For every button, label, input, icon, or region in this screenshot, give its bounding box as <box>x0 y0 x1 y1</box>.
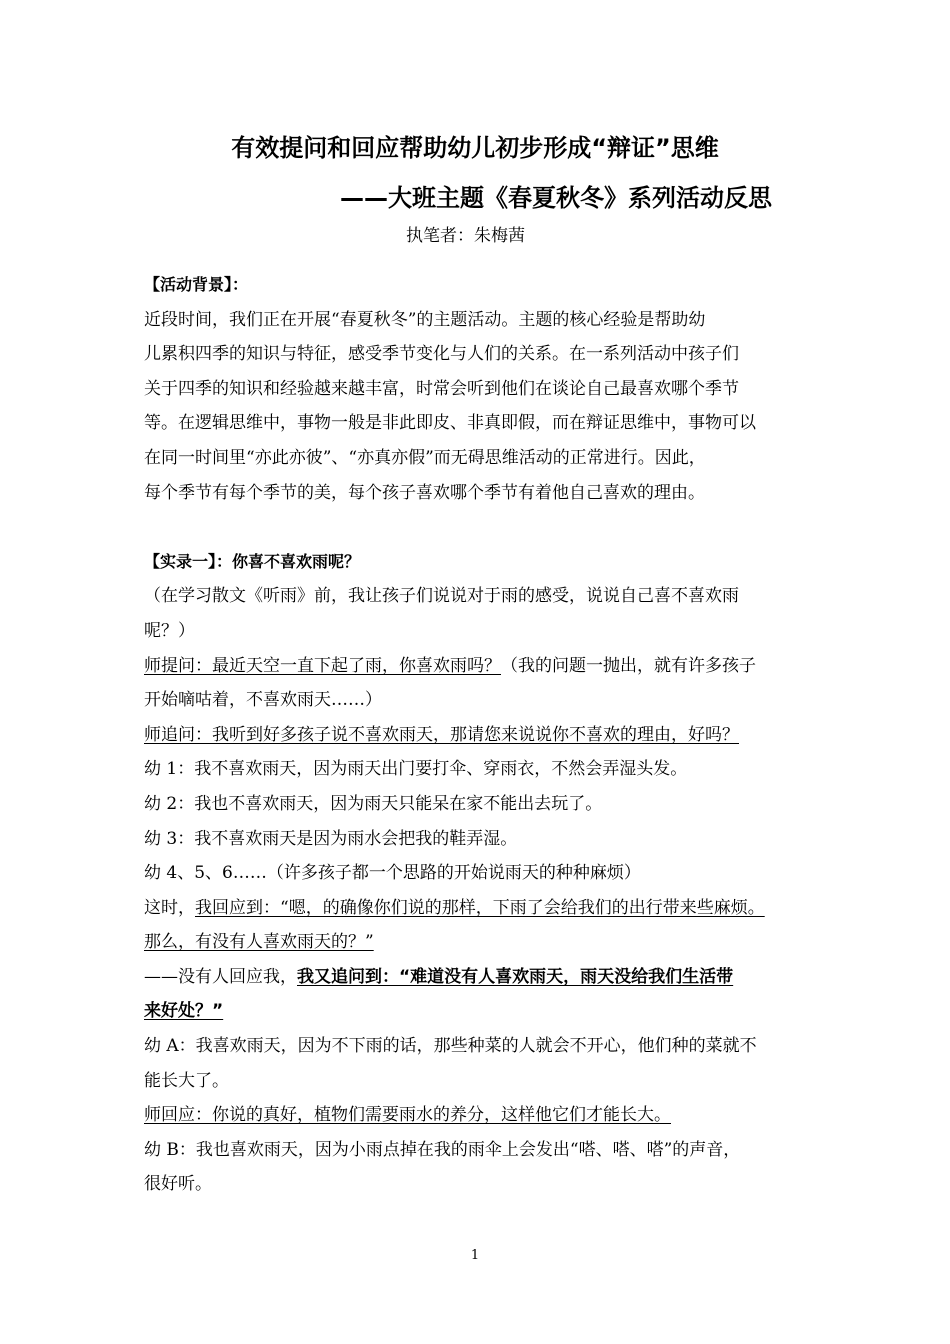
background-line: 等。在逻辑思维中，事物一般是非此即皮、非真即假，而在辩证思维中，事物可以 <box>144 413 756 434</box>
child-answer-b-cont: 很好听。 <box>144 1174 212 1195</box>
child-answer-3: 幼 3：我不喜欢雨天是因为雨水会把我的鞋弄湿。 <box>144 828 518 849</box>
teacher-chase-prefix: ——没有人回应我， <box>144 966 297 987</box>
teacher-question-2 <box>144 718 824 753</box>
background-line: 儿累积四季的知识与特征，感受季节变化与人们的关系。在一系列活动中孩子们 <box>144 344 739 365</box>
teacher-reply <box>144 1098 824 1133</box>
background-heading: 【活动背景】： <box>144 275 249 294</box>
background-line: 关于四季的知识和经验越来越丰富，时常会听到他们在谈论自己最喜欢哪个季节 <box>144 378 739 399</box>
teacher-question-1-cont: 开始嘀咕着，不喜欢雨天……） <box>144 690 382 711</box>
teacher-response-cont-text: 那么，有没有人喜欢雨天的？” <box>144 932 374 953</box>
background-line: 在同一时间里“亦此亦彼”、“亦真亦假”而无碍思维活动的正常进行。因此， <box>144 447 706 468</box>
background-line: 近段时间，我们正在开展“春夏秋冬”的主题活动。主题的核心经验是帮助幼 <box>144 309 706 330</box>
record1-intro: （在学习散文《听雨》前，我让孩子们说说对于雨的感受，说说自己喜不喜欢雨 <box>144 586 739 607</box>
teacher-chase <box>144 960 824 995</box>
child-answer-a: 幼 A：我喜欢雨天，因为不下雨的话，那些种菜的人就会不开心，他们种的菜就不 <box>144 1036 757 1057</box>
teacher-response-text: 我回应到：“嗯，的确像你们说的那样，下雨了会给我们的出行带来些麻烦。 <box>195 897 765 918</box>
teacher-question-2-text: 师追问：我听到好多孩子说不喜欢雨天，那请您来说说你不喜欢的理由，好吗？ <box>144 724 739 745</box>
teacher-response <box>144 891 824 926</box>
teacher-reply-text: 师回应：你说的真好，植物们需要雨水的养分，这样他它们才能长大。 <box>144 1105 671 1126</box>
teacher-chase-text: 我又追问到：“难道没有人喜欢雨天，雨天没给我们生活带 <box>297 966 734 987</box>
child-answer-b: 幼 B：我也喜欢雨天，因为小雨点掉在我的雨伞上会发出“嗒、嗒、嗒”的声音， <box>144 1139 741 1160</box>
child-answer-1: 幼 1：我不喜欢雨天，因为雨天出门要打伞、穿雨衣，不然会弄湿头发。 <box>144 759 688 780</box>
document-subtitle: ——大班主题《春夏秋冬》系列活动反思 <box>340 184 772 212</box>
teacher-question-1 <box>144 649 824 684</box>
child-answer-2: 幼 2：我也不喜欢雨天，因为雨天只能呆在家不能出去玩了。 <box>144 793 603 814</box>
document-title: 有效提问和回应帮助幼儿初步形成“辩证”思维 <box>231 134 719 162</box>
teacher-chase-cont-text: 来好处？” <box>144 1001 224 1022</box>
record1-intro-cont: 呢？） <box>144 620 195 641</box>
record1-heading: 【实录一】：你喜不喜欢雨呢？ <box>144 551 361 571</box>
paragraph-gap <box>144 510 824 545</box>
author-line: 执笔者：朱梅茜 <box>406 226 525 246</box>
teacher-question-1-note: （我的问题一抛出，就有许多孩子 <box>501 655 756 676</box>
child-answer-a-cont: 能长大了。 <box>144 1070 229 1091</box>
page-number: 1 <box>470 1248 480 1263</box>
teacher-response-cont <box>144 925 824 960</box>
background-line: 每个季节有每个季节的美，每个孩子喜欢哪个季节有着他自己喜欢的理由。 <box>144 482 705 503</box>
document-body <box>144 268 824 1202</box>
child-answer-4: 幼 4、5、6……（许多孩子都一个思路的开始说雨天的种种麻烦） <box>144 863 641 884</box>
teacher-chase-cont <box>144 994 824 1029</box>
teacher-response-prefix: 这时， <box>144 897 195 918</box>
teacher-question-1-text: 师提问：最近天空一直下起了雨，你喜欢雨吗？ <box>144 655 501 676</box>
